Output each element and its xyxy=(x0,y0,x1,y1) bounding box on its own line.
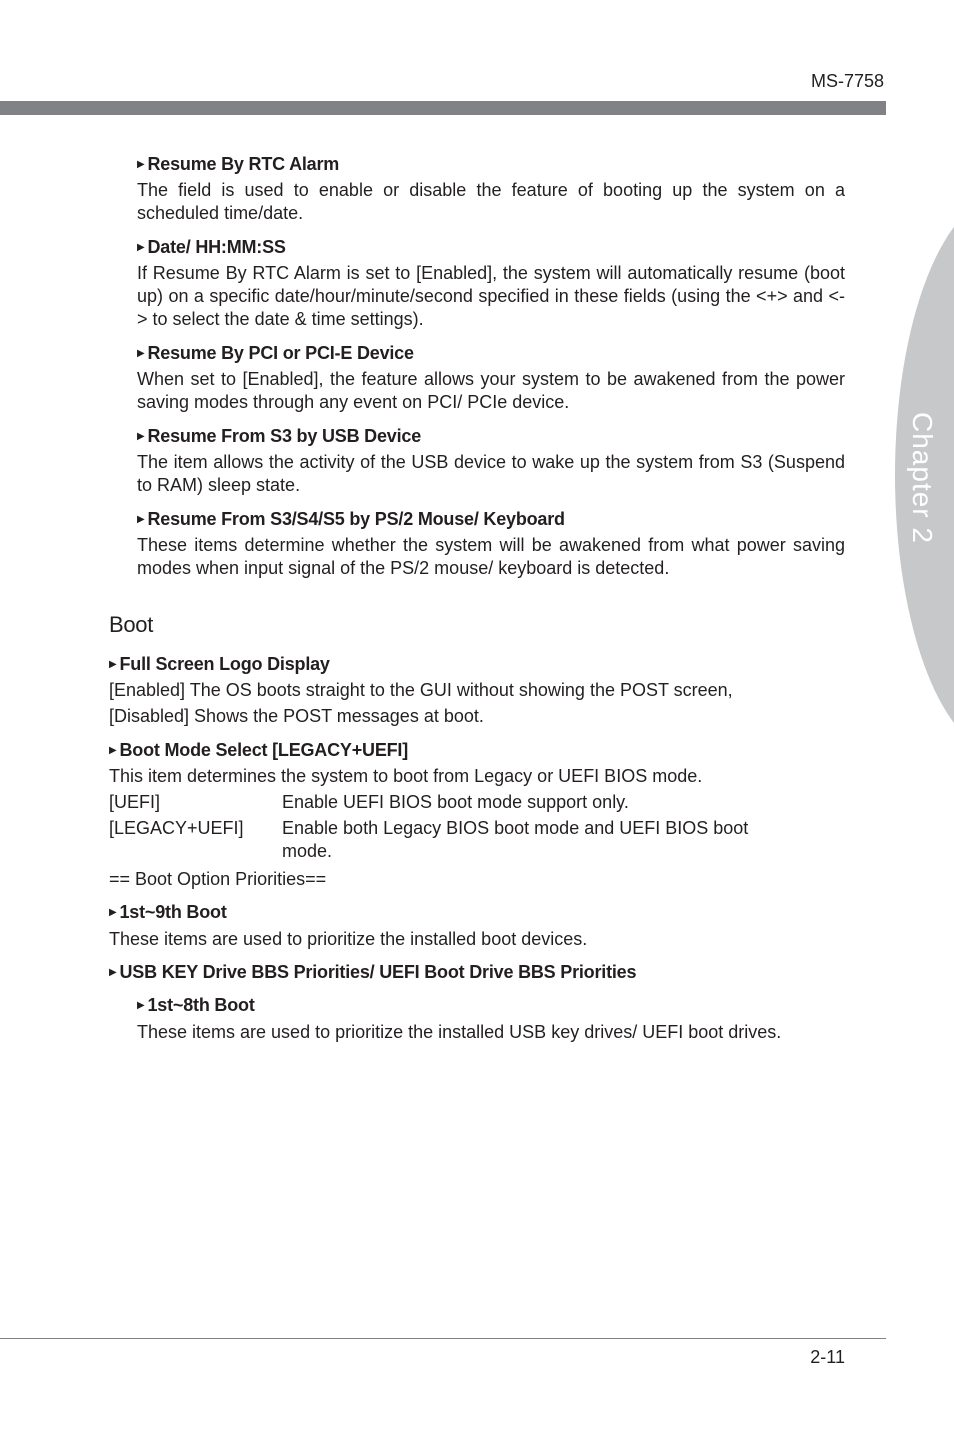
item-heading-date-time: ▶ Date/ HH:MM:SS xyxy=(137,237,286,257)
triangle-bullet-icon: ▶ xyxy=(109,967,117,978)
chapter-tab-label: Chapter 2 xyxy=(907,412,938,544)
boot-mode-option-label: [LEGACY+UEFI] xyxy=(109,818,244,838)
footer-rule xyxy=(0,1338,886,1339)
item-heading-full-screen-logo: ▶ Full Screen Logo Display xyxy=(109,654,330,674)
triangle-bullet-icon: ▶ xyxy=(109,659,117,670)
triangle-bullet-icon: ▶ xyxy=(109,745,117,756)
item-heading-boot-mode: ▶ Boot Mode Select [LEGACY+UEFI] xyxy=(109,740,409,760)
item-heading-usb-key-priorities: ▶ USB KEY Drive BBS Priorities/ UEFI Boot Drive BBS Priorities xyxy=(109,962,637,982)
header-bar xyxy=(0,101,886,115)
item-text-date-time: If Resume By RTC Alarm is set to [Enabled], the system will automatically resume (boot up) on a specific date/hour/minute/second specified in these fields (using the <+> and <-> to select the date & time settings). xyxy=(137,263,845,329)
item-text-resume-usb: The item allows the activity of the USB device to wake up the system from S3 (Suspend to RAM) sleep state. xyxy=(137,452,845,495)
logo-option-disabled: [Disabled] Shows the POST messages at boot. xyxy=(109,706,484,726)
boot-priorities-heading: == Boot Option Priorities== xyxy=(109,869,327,889)
model-number: MS-7758 xyxy=(810,71,884,91)
boot-mode-option-label: [UEFI] xyxy=(109,792,161,812)
boot-mode-option-desc: Enable both Legacy BIOS boot mode and UEFI BIOS boot mode. xyxy=(282,818,749,861)
triangle-bullet-icon: ▶ xyxy=(137,348,145,359)
item-heading-resume-rtc: ▶ Resume By RTC Alarm xyxy=(137,154,340,174)
triangle-bullet-icon: ▶ xyxy=(137,514,145,525)
page-number: 2-11 xyxy=(810,1347,845,1367)
item-heading-boot-order: ▶ 1st~9th Boot xyxy=(109,902,227,922)
triangle-bullet-icon: ▶ xyxy=(137,1000,145,1011)
boot-mode-option-desc: Enable UEFI BIOS boot mode support only. xyxy=(282,792,629,812)
item-heading-resume-ps2: ▶ Resume From S3/S4/S5 by PS/2 Mouse/ Keyboard xyxy=(137,509,565,529)
item-heading-usb-boot-order: ▶ 1st~8th Boot xyxy=(137,995,255,1015)
item-text-resume-pci: When set to [Enabled], the feature allows your system to be awakened from the power saving modes through any event on PCI/ PCIe device. xyxy=(137,369,845,412)
item-text-usb-boot-order: These items are used to prioritize the installed USB key drives/ UEFI boot drives. xyxy=(137,1022,782,1042)
section-title-boot: Boot xyxy=(109,612,154,637)
item-text-resume-rtc: The field is used to enable or disable the feature of booting up the system on a scheduled time/date. xyxy=(137,180,845,223)
boot-mode-intro: This item determines the system to boot from Legacy or UEFI BIOS mode. xyxy=(109,766,703,786)
triangle-bullet-icon: ▶ xyxy=(109,907,117,918)
triangle-bullet-icon: ▶ xyxy=(137,431,145,442)
item-heading-resume-pci: ▶ Resume By PCI or PCI-E Device xyxy=(137,343,414,363)
logo-option-enabled: [Enabled] The OS boots straight to the GUI without showing the POST screen, xyxy=(109,680,733,700)
triangle-bullet-icon: ▶ xyxy=(137,242,145,253)
item-heading-resume-usb: ▶ Resume From S3 by USB Device xyxy=(137,426,422,446)
triangle-bullet-icon: ▶ xyxy=(137,159,145,170)
item-text-resume-ps2: These items determine whether the system will be awakened from what power saving modes when input signal of the PS/2 mouse/ keyboard is detected. xyxy=(137,535,845,578)
item-text-boot-order: These items are used to prioritize the installed boot devices. xyxy=(109,929,588,949)
